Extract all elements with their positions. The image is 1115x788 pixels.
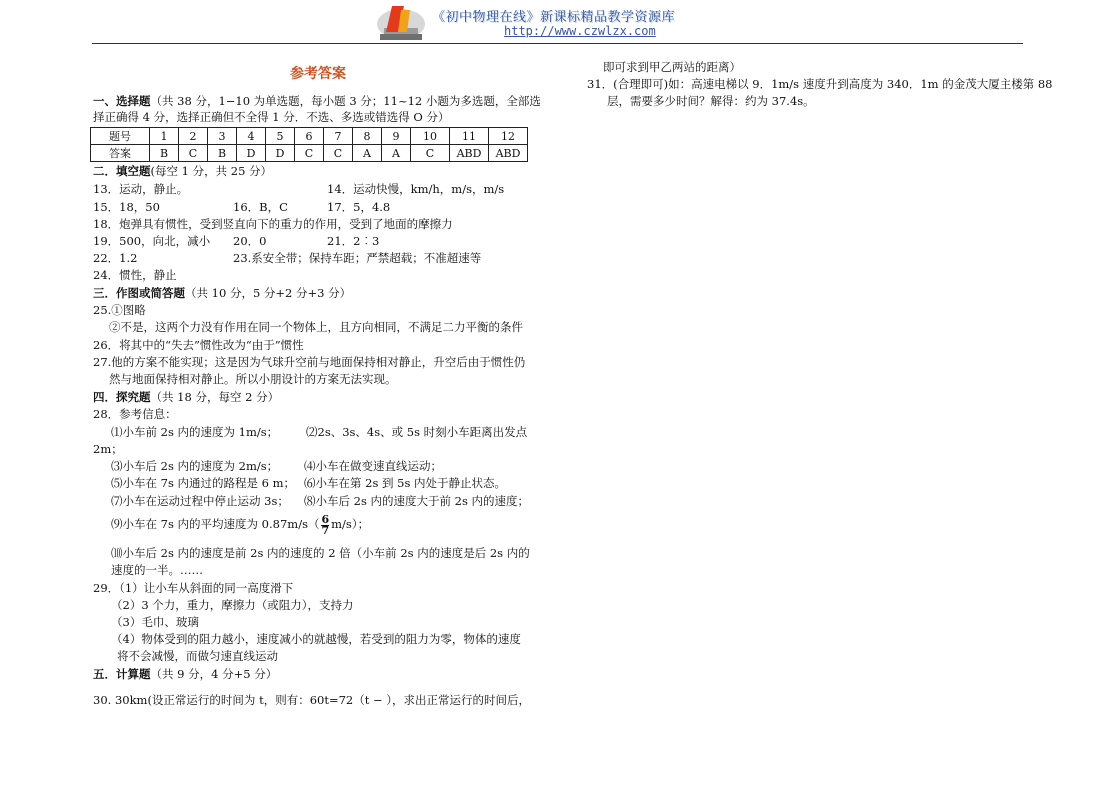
table-cell: ABD: [489, 145, 528, 162]
answer-q25b: ②不是，这两个力没有作用在同一个物体上，且方向相同，不满足二力平衡的条件: [109, 320, 523, 334]
section-2-label: 二．填空题: [93, 164, 151, 178]
answer-q27b: 然与地面保持相对静止。所以小朋设计的方案无法实现。: [109, 372, 397, 386]
answer-q27a: 27.他的方案不能实现；这是因为气球升空前与地面保持相对静止，升空后由于惯性仍: [93, 355, 526, 369]
section-5-desc: （共 9 分，4 分+5 分）: [150, 667, 278, 681]
section-1-desc-line2: 择正确得 4 分，选择正确但不全得 1 分．不选、多选或错选得 O 分）: [93, 110, 450, 124]
table-cell: D: [237, 145, 266, 162]
answer-q28-9-text: ⑼小车在 7s 内的平均速度为 0.87m/s（: [111, 517, 320, 531]
table-cell: C: [411, 145, 450, 162]
section-1-label: 一、选择题: [93, 94, 151, 108]
table-cell: D: [266, 145, 295, 162]
answer-q19: 19．500，向北，减小: [93, 234, 211, 248]
table-cell: 12: [489, 128, 528, 145]
section-3-label: 三．作图或简答题: [93, 286, 185, 300]
answer-q29-3: （3）毛巾、玻璃: [111, 615, 199, 629]
answer-q30-cont: 即可求到甲乙两站的距离）: [603, 60, 741, 74]
table-cell: 8: [353, 128, 382, 145]
fraction-numerator: 6: [321, 512, 330, 526]
site-logo-icon: [374, 2, 428, 42]
answer-q31: 31．(合理即可)如：高速电梯以 9．1m/s 速度升到高度为 340．1m 的金茂大厦主楼第 88: [587, 77, 1053, 91]
section-4-desc: （共 18 分，每空 2 分）: [150, 390, 280, 404]
answer-q28-8: ⑻小车后 2s 内的速度大于前 2s 内的速度；: [304, 494, 530, 508]
answer-q29-4: （4）物体受到的阻力越小，速度减小的就越慢，若受到的阻力为零，物体的速度: [111, 632, 521, 646]
answer-q23: 23.系安全带；保持车距；严禁超载；不准超速等: [233, 251, 482, 265]
answer-q29-4-cont: 将不会减慢，而做匀速直线运动: [117, 649, 278, 663]
answer-q21: 21．2︰3: [327, 234, 380, 248]
answer-q28-10-cont: 速度的一半。……: [111, 563, 203, 577]
answer-q26: 26．将其中的“失去”惯性改为“由于”惯性: [93, 338, 304, 352]
section-1-desc: （共 38 分，1−10 为单选题，每小题 3 分；11~12 小题为多选题，全部选: [150, 94, 541, 108]
table-cell: 11: [450, 128, 489, 145]
section-4-heading: [93, 390, 279, 404]
table-cell: A: [382, 145, 411, 162]
answer-q24: 24．惯性，静止: [93, 268, 177, 282]
table-cell: 7: [324, 128, 353, 145]
fraction-denominator: 7: [321, 523, 330, 537]
table-row: [91, 128, 528, 145]
table-cell: 1: [150, 128, 179, 145]
section-5-label: 五．计算题: [93, 667, 151, 681]
table-cell: C: [179, 145, 208, 162]
section-2-heading: [93, 164, 272, 178]
header-divider: [92, 43, 1023, 44]
answer-q28-7: ⑺小车在运动过程中停止运动 3s；: [111, 494, 289, 508]
table-cell: 4: [237, 128, 266, 145]
table-cell: C: [295, 145, 324, 162]
table-cell: 10: [411, 128, 450, 145]
answer-q28-10: ⑽小车后 2s 内的速度是前 2s 内的速度的 2 倍（小车前 2s 内的速度是后 2s 内的: [111, 546, 530, 560]
answer-q30: 30. 30km(设正常运行的时间为 t，则有：60t=72（t − ），求出正常运行的时间后，: [93, 693, 531, 707]
answer-q17: 17．5，4.8: [327, 200, 391, 214]
answer-q31-cont: 层，需要多少时间？解得：约为 37.4s。: [607, 94, 815, 108]
section-2-desc: (每空 1 分，共 25 分）: [150, 164, 273, 178]
section-3-desc: （共 10 分，5 分+2 分+3 分）: [185, 286, 352, 300]
answer-q22: 22．1.2: [93, 251, 138, 265]
answer-q28-6: ⑹小车在第 2s 到 5s 内处于静止状态。: [304, 476, 507, 490]
table-cell: C: [324, 145, 353, 162]
answer-q28-9: [111, 512, 369, 536]
answer-q20: 20．0: [233, 234, 267, 248]
page-title: 参考答案: [290, 66, 346, 82]
section-3-heading: [93, 286, 351, 300]
table-cell: B: [150, 145, 179, 162]
site-url-link[interactable]: http://www.czwlzx.com: [504, 24, 656, 38]
table-cell: 9: [382, 128, 411, 145]
table-cell: A: [353, 145, 382, 162]
answer-q18: 18．炮弹具有惯性，受到竖直向下的重力的作用，受到了地面的摩擦力: [93, 217, 453, 231]
table-cell: 2: [179, 128, 208, 145]
table-cell: ABD: [450, 145, 489, 162]
section-5-heading: [93, 667, 277, 681]
table-cell: B: [208, 145, 237, 162]
answer-q28-4: ⑷小车在做变速直线运动；: [304, 459, 442, 473]
answer-q28-2-cont: 2m；: [93, 442, 123, 456]
answer-q13: 13．运动，静止。: [93, 182, 189, 196]
answer-q28-3: ⑶小车后 2s 内的速度为 2m/s；: [111, 459, 279, 473]
table-header-cell: 答案: [91, 145, 150, 162]
table-header-cell: 题号: [91, 128, 150, 145]
answer-table: [90, 127, 528, 162]
answer-q25a: 25.①图略: [93, 303, 146, 317]
answer-q15: 15．18，50: [93, 200, 160, 214]
answer-q29-1: 29．（1）让小车从斜面的同一高度滑下: [93, 581, 294, 595]
answer-q28-2: ⑵2s、3s、4s、或 5s 时刻小车距离出发点: [306, 425, 528, 439]
answer-q28-1: ⑴小车前 2s 内的速度为 1m/s；: [111, 425, 279, 439]
answer-q29-2: （2）3 个力，重力，摩擦力（或阻力），支持力: [111, 598, 354, 612]
table-cell: 5: [266, 128, 295, 145]
table-cell: 3: [208, 128, 237, 145]
section-4-label: 四．探究题: [93, 390, 151, 404]
table-row: [91, 145, 528, 162]
answer-q16: 16．B，C: [233, 200, 288, 214]
answer-q28: 28．参考信息：: [93, 407, 177, 421]
answer-q14: 14．运动快慢，km/h，m/s，m/s: [327, 182, 505, 196]
answer-q28-9-unit: m/s）；: [331, 517, 370, 531]
answer-q28-5: ⑸小车在 7s 内通过的路程是 6 m；: [111, 476, 296, 490]
section-1-heading: [93, 94, 541, 108]
fraction: [321, 512, 330, 537]
table-cell: 6: [295, 128, 324, 145]
site-title: 《初中物理在线》新课标精品教学资源库: [432, 10, 676, 25]
